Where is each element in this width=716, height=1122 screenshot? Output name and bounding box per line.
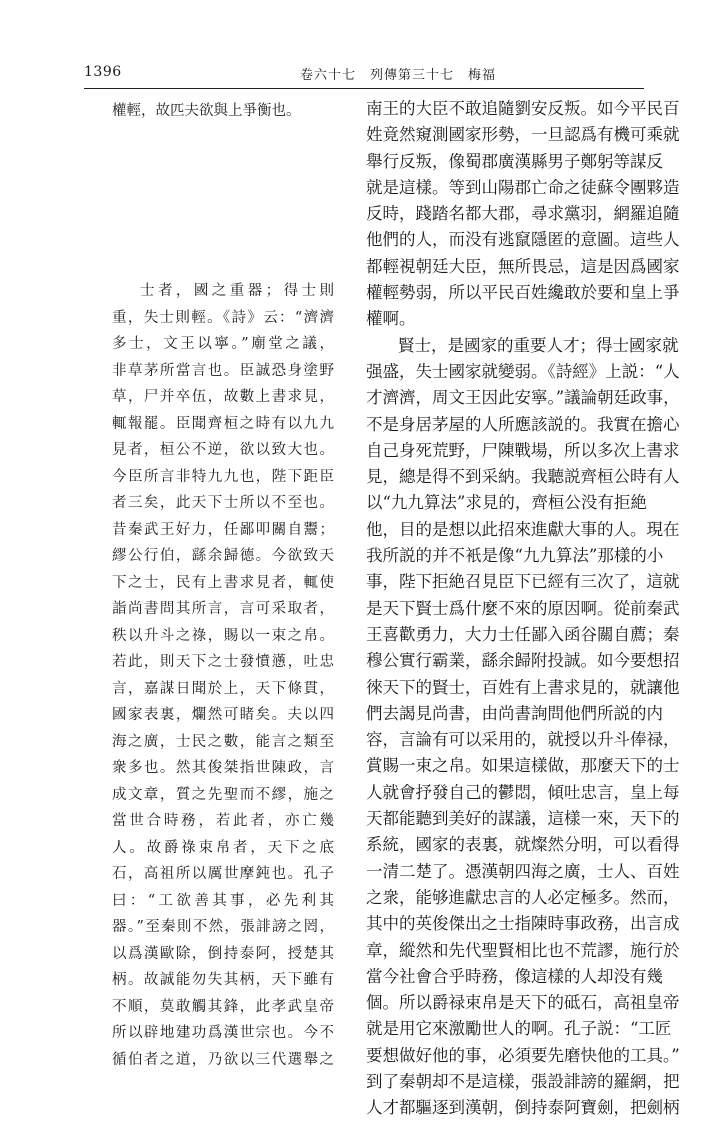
left-text-line: 見者，桓公不逆，欲以致大也。 (112, 442, 334, 458)
left-text-line: 士者，國之重器；得士則 (140, 283, 334, 299)
right-text-line: 强盛，失士國家就變弱。《詩經》上説：“人 (366, 361, 680, 381)
right-text-line: 賢士，是國家的重要人才；得士國家就 (398, 335, 679, 355)
left-text-line: 柄。故誠能勿失其柄，天下雖有 (112, 972, 334, 988)
right-text-line: 自己身死荒野，尸陳戰場，所以多次上書求 (366, 440, 680, 460)
header-rule (84, 88, 644, 89)
left-text-line: 當世合時務，若此者，亦亡幾 (112, 813, 334, 829)
column-gap (112, 126, 334, 278)
right-text-line: 都輕視朝廷大臣，無所畏忌，這是因爲國家 (366, 256, 680, 276)
left-text-line: 國家表裏，爛然可睹矣。夫以四 (112, 707, 334, 723)
right-text-line: 容，言論有可以采用的，就授以升斗俸禄， (366, 730, 680, 750)
right-text-line: 天都能聽到美好的謀議，這樣一來，天下的 (366, 809, 680, 829)
right-text-line: 一清二楚了。憑漢朝四海之廣，士人、百姓 (366, 861, 680, 881)
right-text-line: 反時，踐踏名都大郡，尋求黨羽，網羅追隨 (366, 204, 680, 224)
left-text-line: 不順，莫敢觸其鋒，此孝武皇帝 (112, 998, 334, 1015)
left-text-line: 下之士，民有上書求見者，輒使 (112, 574, 334, 591)
right-text-line: 見，總是得不到采納。我聽説齊桓公時有人 (366, 467, 680, 487)
translation-column (366, 96, 680, 1122)
left-text-line: 衆多也。然其俊桀指世陳政，言 (112, 760, 334, 776)
left-text-line: 所以辟地建功爲漢世宗也。今不 (112, 1025, 334, 1041)
left-text-line: 循伯者之道，乃欲以三代選舉之 (112, 1051, 334, 1068)
right-text-line: 個。所以爵禄束帛是天下的砥石，高祖皇帝 (366, 993, 680, 1013)
right-text-line: 章，縱然和先代聖賢相比也不荒謬，施行於 (366, 940, 680, 960)
page-number: 1396 (84, 64, 122, 80)
right-text-line: 系統，國家的表裏，就燦然分明，可以看得 (366, 835, 680, 855)
left-text-line: 曰：“工欲善其事，必先利其 (112, 892, 334, 909)
right-text-line: 是天下賢士爲什麼不來的原因啊。從前秦武 (366, 598, 680, 618)
left-text-line: 石，高祖所以厲世摩鈍也。孔子 (112, 866, 334, 882)
right-text-line: 舉行反叛，像蜀郡廣漢縣男子鄭躬等謀反 (366, 151, 663, 171)
right-text-line: 要想做好他的事，必須要先磨快他的工具。” (366, 1045, 680, 1065)
left-text-line: 今臣所言非特九九也，陛下距臣 (112, 468, 334, 485)
right-text-line: 以“九九算法”求見的，齊桓公没有拒絶 (366, 493, 647, 513)
left-text-line: 人。故爵祿束帛者，天下之底 (112, 839, 334, 856)
left-text-line: 非草茅所當言也。臣誠恐身塗野 (112, 362, 334, 379)
left-text-line: 重，失士則輕。《詩》云：“濟濟 (112, 309, 334, 326)
left-text-line: 詣尚書問其所言，言可采取者， (112, 601, 334, 617)
right-text-line: 才濟濟，周文王因此安寧。”議論朝廷政事， (366, 388, 680, 408)
right-text-line: 其中的英俊傑出之士指陳時事政務，出言成 (366, 914, 680, 934)
right-text-line: 人才都驅逐到漢朝，倒持泰阿寶劍，把劍柄 (366, 1098, 680, 1118)
left-paragraph (112, 278, 334, 1073)
right-text-line: 我所説的并不衹是像“九九算法”那樣的小 (366, 546, 664, 566)
right-text-line: 們去謁見尚書，由尚書詢問他們所説的内 (366, 703, 663, 723)
left-top-line: 權輕，故匹夫欲與上爭衡也。 (112, 103, 301, 119)
right-text-line: 事，陛下拒絶召見臣下已經有三次了，這就 (366, 572, 680, 592)
right-text-line: 權輕勢弱，所以平民百姓纔敢於要和皇上爭 (366, 283, 680, 303)
right-text-line: 穆公實行霸業，繇余歸附投誠。如今要想招 (366, 651, 680, 671)
classical-text-column (112, 96, 334, 1073)
left-text-line: 海之廣，士民之數，能言之類至 (112, 733, 334, 750)
right-text-line: 他，目的是想以此招來進獻大事的人。現在 (366, 519, 680, 539)
right-text-line: 當今社會合乎時務，像這樣的人却没有幾 (366, 966, 663, 986)
right-text-line: 到了秦朝却不是這樣，張設誹謗的羅網，把 (366, 1071, 680, 1091)
right-paragraphs (366, 96, 680, 1122)
left-text-line: 多士，文王以寧。”廟堂之議， (112, 336, 334, 352)
right-text-line: 人就會抒發自己的鬱悶，傾吐忠言，皇上每 (366, 782, 680, 802)
right-text-line: 賞賜一束之帛。如果這樣做，那麼天下的士 (366, 756, 680, 776)
right-text-line: 王喜歡勇力，大力士任鄙入函谷關自薦；秦 (366, 624, 680, 644)
right-text-line: 徠天下的賢士，百姓有上書求見的，就讓他 (366, 677, 680, 697)
running-head: 卷六十七 列傳第三十七 梅福 (300, 68, 497, 83)
right-text-line: 權啊。 (366, 309, 416, 329)
left-text-line: 輒報罷。臣聞齊桓之時有以九九 (112, 415, 334, 432)
right-text-line: 之衆，能够進獻忠言的人必定極多。然而， (366, 887, 680, 907)
left-text-line: 言，嘉謀日聞於上，天下條貫， (112, 680, 334, 697)
right-text-line: 就是這樣。等到山陽郡亡命之徒蘇令團夥造 (366, 177, 680, 197)
right-text-line: 不是身居茅屋的人所應該説的。我實在擔心 (366, 414, 680, 434)
left-text-line: 若此，則天下之士發憤懣，吐忠 (112, 654, 334, 670)
right-text-line: 姓竟然窺測國家形勢，一旦認爲有機可乘就 (366, 125, 680, 145)
left-text-line: 秩以升斗之祿，賜以一束之帛。 (112, 627, 334, 644)
right-text-line: 他們的人，而没有逃竄隱匿的意圖。這些人 (366, 230, 680, 250)
right-text-line: 南王的大臣不敢追隨劉安反叛。如今平民百 (366, 99, 680, 118)
right-text-line: 就是用它來激勵世人的啊。孔子説：“工匠 (366, 1019, 672, 1039)
left-text-line: 以爲漢歐除，倒持泰阿，授楚其 (112, 945, 334, 962)
left-text-line: 成文章，質之先聖而不繆，施之 (112, 786, 334, 803)
left-text-line: 繆公行伯，繇余歸德。今欲致天 (112, 548, 334, 564)
left-text-line: 草，尸并卒伍，故數上書求見， (112, 389, 334, 405)
left-text-line: 器。”至秦則不然，張誹謗之罔， (112, 919, 334, 935)
left-text-line: 昔秦武王好力，任鄙叩關自鬻； (112, 521, 334, 538)
left-text-line: 者三矣，此天下士所以不至也。 (112, 495, 334, 511)
